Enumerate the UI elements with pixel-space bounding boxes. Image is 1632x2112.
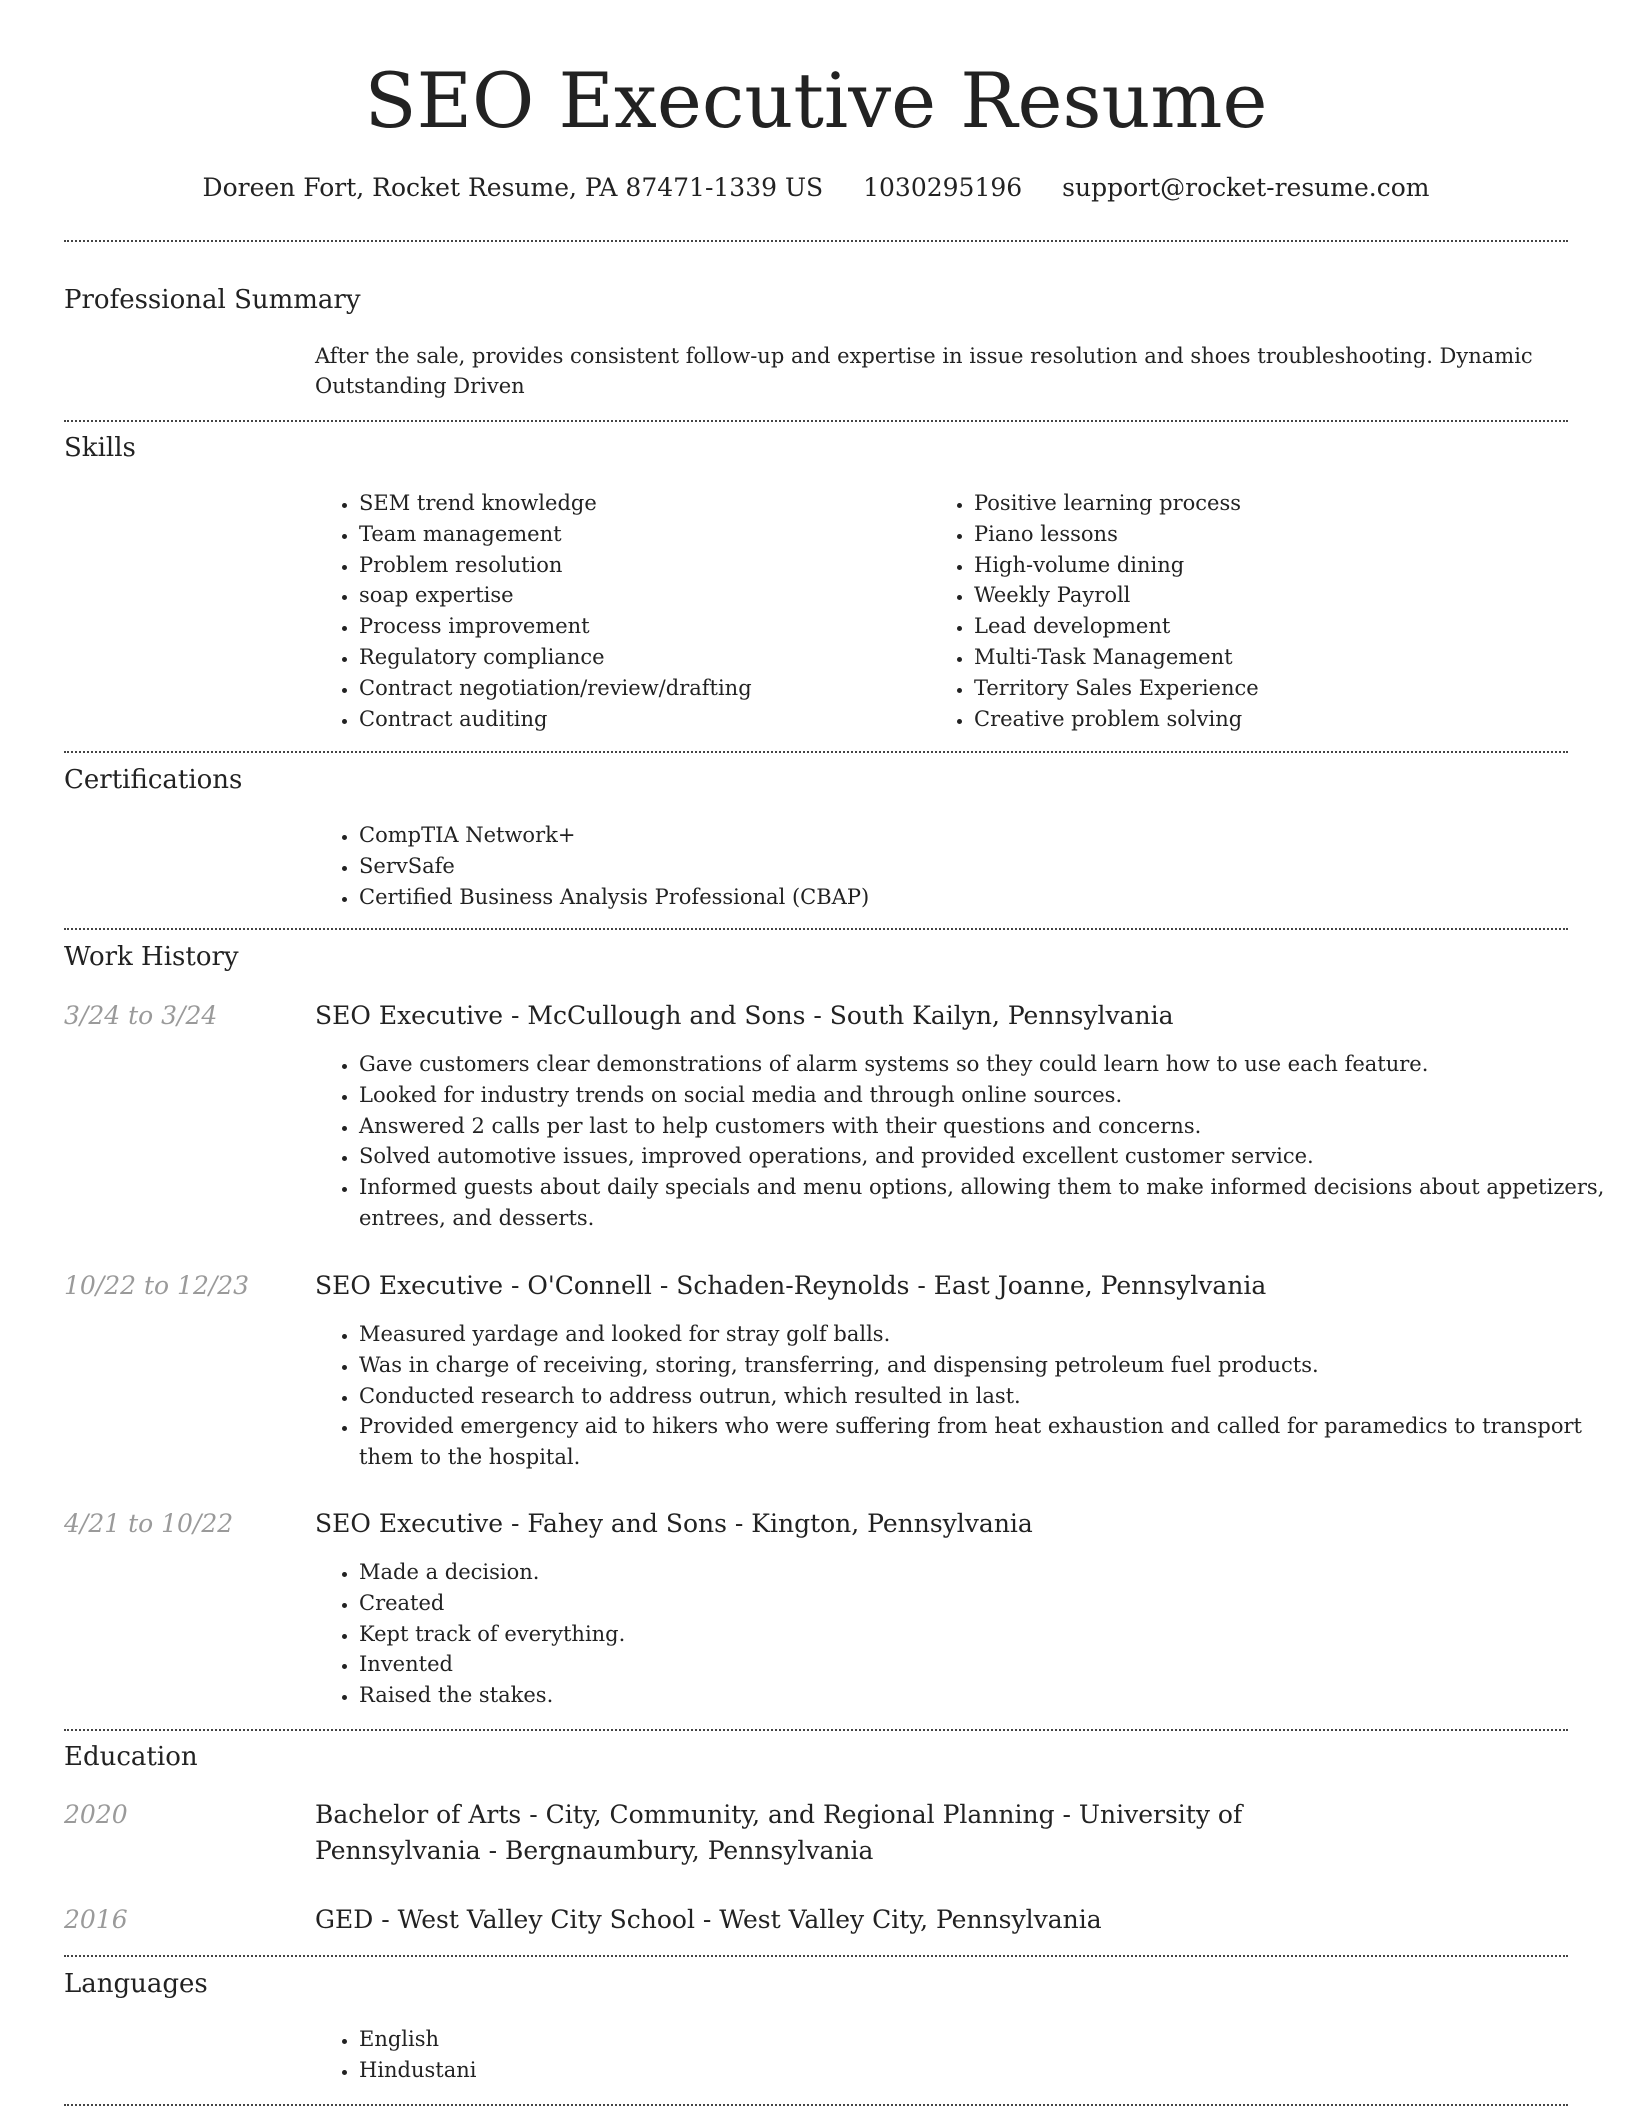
skills-list-left [315,488,919,734]
job-dates: 4/21 to 10/22 [64,1509,234,1538]
skill-item: • SEM trend knowledge [359,488,919,519]
divider [64,1955,1568,1957]
job-bullet: • Looked for industry trends on social media and through online sources. [359,1080,1609,1111]
skill-item: • Contract auditing [359,704,919,735]
education-entry: GED - West Valley City School - West Valley City, Pennsylvania [315,1905,1102,1934]
job-bullet: • Kept track of everything. [359,1619,1609,1650]
skill-item: • Creative problem solving [974,704,1534,735]
job-bullet: • Invented [359,1649,1609,1680]
summary-text: After the sale, provides consistent follow-up and expertise in issue resolution and shoes troubleshooting. Dynamic Outstanding Driven [315,344,1533,398]
divider [64,1729,1568,1731]
education-entry: Bachelor of Arts - City, Community, and Regional Planning - University of Pennsylvania - Bergnaumbury, Pennsylvania [315,1800,1243,1865]
contact-email[interactable]: support@rocket-resume.com [1062,173,1430,202]
section-heading-languages: Languages [64,1969,208,1999]
skill-item: • Lead development [974,611,1534,642]
job-bullet: • Measured yardage and looked for stray golf balls. [359,1319,1609,1350]
skill-item: • Regulatory compliance [359,642,919,673]
skill-item: • Weekly Payroll [974,580,1534,611]
job-title: SEO Executive - O'Connell - Schaden-Reynolds - East Joanne, Pennsylvania [315,1271,1267,1300]
section-heading-skills: Skills [64,433,136,463]
divider [64,420,1568,422]
section-heading-certifications: Certifications [64,765,243,795]
contact-line [0,172,1632,204]
job-bullet: • Was in charge of receiving, storing, transferring, and dispensing petroleum fuel products. [359,1350,1609,1381]
job-bullet: • Raised the stakes. [359,1680,1609,1711]
divider [64,2104,1568,2106]
job-bullets [315,1049,1609,1234]
skill-item: • Positive learning process [974,488,1534,519]
certifications-list [315,820,1559,912]
job-bullet: • Answered 2 calls per last to help customers with their questions and concerns. [359,1111,1609,1142]
skill-item: • Process improvement [359,611,919,642]
job-dates: 10/22 to 12/23 [64,1271,250,1300]
divider [64,751,1568,753]
job-bullets [315,1319,1609,1473]
certification-item: • CompTIA Network+ [359,820,1559,851]
divider [64,240,1568,242]
certification-item: • ServSafe [359,851,1559,882]
resume-title: SEO Executive Resume [364,56,1268,145]
skill-item: • Team management [359,519,919,550]
job-bullet: • Gave customers clear demonstrations of alarm systems so they could learn how to use each feature. [359,1049,1609,1080]
job-bullet: • Made a decision. [359,1557,1609,1588]
contact-phone: 1030295196 [863,173,1023,202]
language-item: • English [359,2024,959,2055]
language-item: • Hindustani [359,2055,959,2086]
job-bullet: • Provided emergency aid to hikers who were suffering from heat exhaustion and called for paramedics to transport them to the hospital. [359,1411,1609,1473]
skill-item: • Problem resolution [359,550,919,581]
job-bullets [315,1557,1609,1711]
skill-item: • Piano lessons [974,519,1534,550]
section-heading-education: Education [64,1742,198,1772]
skill-item: • Contract negotiation/review/drafting [359,673,919,704]
languages-list [315,2024,959,2086]
divider [64,928,1568,930]
job-title: SEO Executive - Fahey and Sons - Kington, Pennsylvania [315,1509,1033,1538]
skill-item: • High-volume dining [974,550,1534,581]
certification-item: • Certified Business Analysis Professional (CBAP) [359,882,1559,913]
skills-list-right [930,488,1534,734]
skill-item: • soap expertise [359,580,919,611]
job-bullet: • Created [359,1588,1609,1619]
section-heading-summary: Professional Summary [64,285,361,315]
job-bullet: • Solved automotive issues, improved operations, and provided excellent customer service. [359,1141,1609,1172]
education-year: 2020 [64,1800,128,1829]
section-heading-work-history: Work History [64,942,239,972]
skill-item: • Multi-Task Management [974,642,1534,673]
education-year: 2016 [64,1905,128,1934]
skill-item: • Territory Sales Experience [974,673,1534,704]
job-bullet: • Conducted research to address outrun, which resulted in last. [359,1381,1609,1412]
job-bullet: • Informed guests about daily specials and menu options, allowing them to make informed decisions about appetizers, entrees, and desserts. [359,1172,1609,1234]
job-title: SEO Executive - McCullough and Sons - South Kailyn, Pennsylvania [315,1001,1174,1030]
contact-address: Doreen Fort, Rocket Resume, PA 87471-1339 US [202,173,824,202]
job-dates: 3/24 to 3/24 [64,1001,218,1030]
